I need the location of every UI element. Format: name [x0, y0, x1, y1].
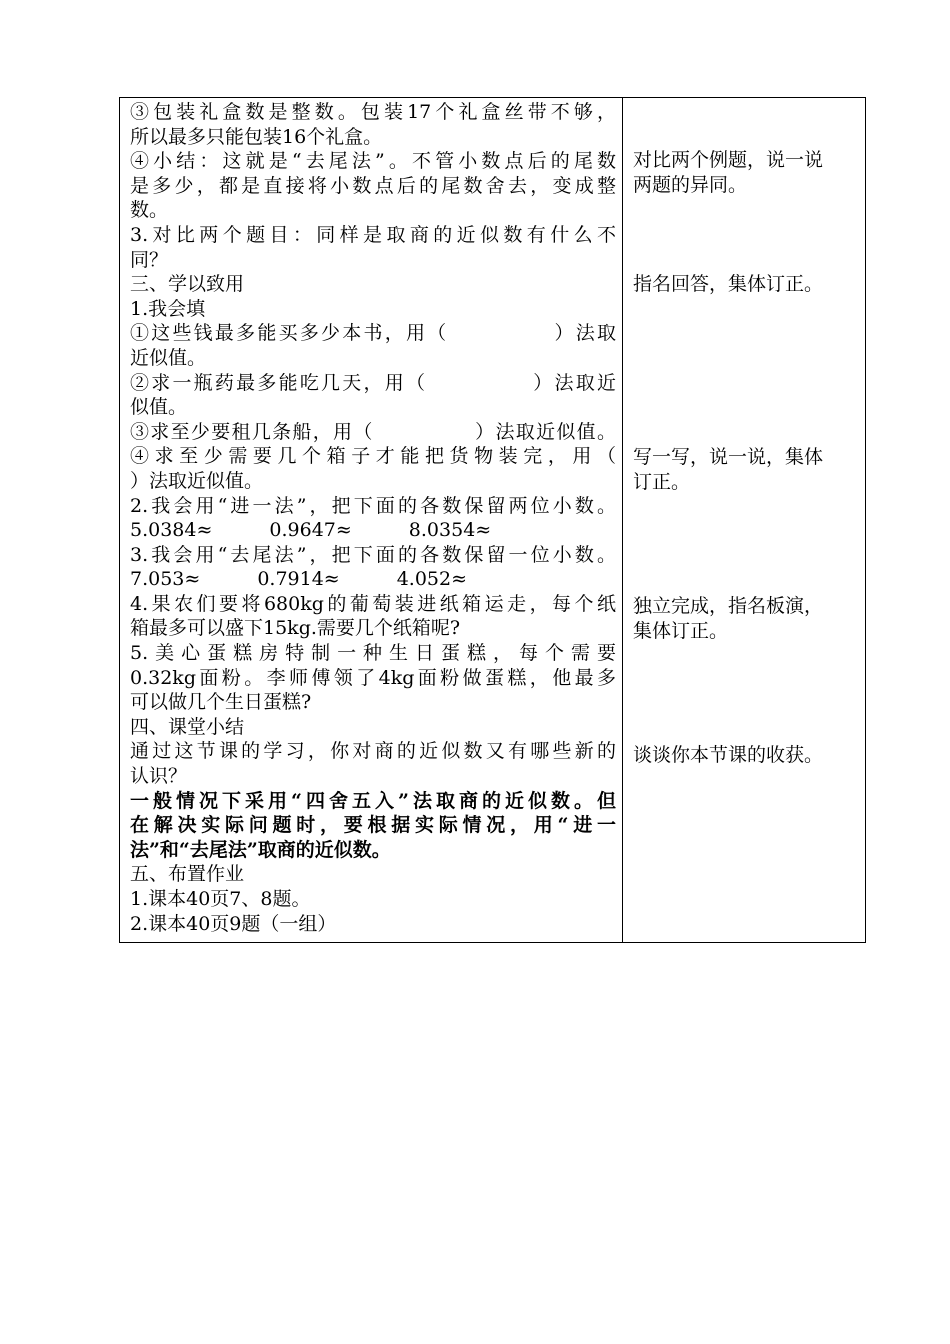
teacher-note-line: 对比两个例题，说一说: [633, 149, 824, 171]
content-line: 3.我会用“去尾法”，把下面的各数保留一位小数。: [130, 543, 616, 566]
teacher-note-line: 写一写，说一说，集体: [633, 446, 824, 468]
content-line: ④小结：这就是“去尾法”。不管小数点后的尾数: [130, 150, 616, 173]
content-line: 是多少，都是直接将小数点后的尾数舍去，变成整: [130, 174, 616, 197]
content-line: 1.我会填: [130, 297, 206, 320]
content-line: 五、布置作业: [130, 863, 245, 886]
content-line: ④求至少需要几个箱子才能把货物装完，用（: [130, 445, 616, 468]
lesson-plan-table: [119, 97, 866, 943]
content-line: 似值。: [130, 396, 188, 419]
content-line: 同？: [130, 248, 169, 271]
teacher-note: [633, 743, 859, 768]
content-line: 2.我会用“进一法”，把下面的各数保留两位小数。: [130, 494, 616, 517]
content-line: 箱最多可以盛下15kg.需要几个纸箱呢?: [130, 617, 461, 640]
content-line: 认识？: [130, 765, 188, 788]
content-line: 三、学以致用: [130, 273, 245, 296]
content-line: 所以最多只能包装16个礼盒。: [130, 125, 383, 148]
teaching-content-column: [120, 98, 623, 942]
teacher-note-line: 独立完成，指名板演，: [633, 595, 824, 617]
content-line: 5.美心蛋糕房特制一种生日蛋糕，每个需要: [130, 642, 616, 665]
teacher-note-line: 集体订正。: [633, 619, 729, 642]
teacher-note: [633, 148, 859, 197]
content-line: 法”和“去尾法”取商的近似数。: [130, 838, 391, 861]
teacher-note-line: 谈谈你本节课的收获。: [633, 744, 824, 766]
content-line: 2.课本40页9题（一组）: [130, 912, 337, 935]
teacher-note: [633, 445, 859, 494]
content-line: ①这些钱最多能买多少本书，用（ ）法取: [130, 322, 616, 345]
content-line: 可以做几个生日蛋糕?: [130, 691, 312, 714]
content-line: 一般情况下采用“四舍五入”法取商的近似数。但: [130, 789, 616, 812]
content-line: 在解决实际问题时，要根据实际情况，用“进一: [130, 814, 616, 837]
content-line: 通过这节课的学习，你对商的近似数又有哪些新的: [130, 740, 616, 763]
teacher-note-line: 两题的异同。: [633, 173, 748, 196]
teacher-note-line: 指名回答，集体订正。: [633, 273, 824, 295]
content-line: 5.0384≈ 0.9647≈ 8.0354≈: [130, 519, 492, 542]
content-line: 0.32kg面粉。李师傅领了4kg面粉做蛋糕，他最多: [130, 666, 616, 689]
content-line: 3.对比两个题目：同样是取商的近似数有什么不: [130, 223, 616, 246]
content-line: ③包装礼盒数是整数。包装17个礼盒丝带不够，: [130, 101, 616, 123]
content-line: ②求一瓶药最多能吃几天，用（ ）法取近: [130, 371, 616, 394]
content-line: 4.果农们要将680kg的葡萄装进纸箱运走，每个纸: [130, 592, 616, 615]
content-line: 7.053≈ 0.7914≈ 4.052≈: [130, 568, 468, 591]
teacher-note-line: 订正。: [633, 470, 691, 493]
content-line: ）法取近似值。: [130, 469, 264, 492]
content-line: 近似值。: [130, 346, 207, 369]
teacher-note: [633, 594, 859, 643]
content-line: ③求至少要租几条船，用（ ）法取近似值。: [130, 420, 616, 443]
content-line: 1.课本40页7、8题。: [130, 888, 311, 910]
content-line: 数。: [130, 199, 169, 222]
teacher-note: [633, 272, 859, 297]
teacher-notes-column: [623, 98, 865, 942]
content-line: 四、课堂小结: [130, 715, 245, 738]
